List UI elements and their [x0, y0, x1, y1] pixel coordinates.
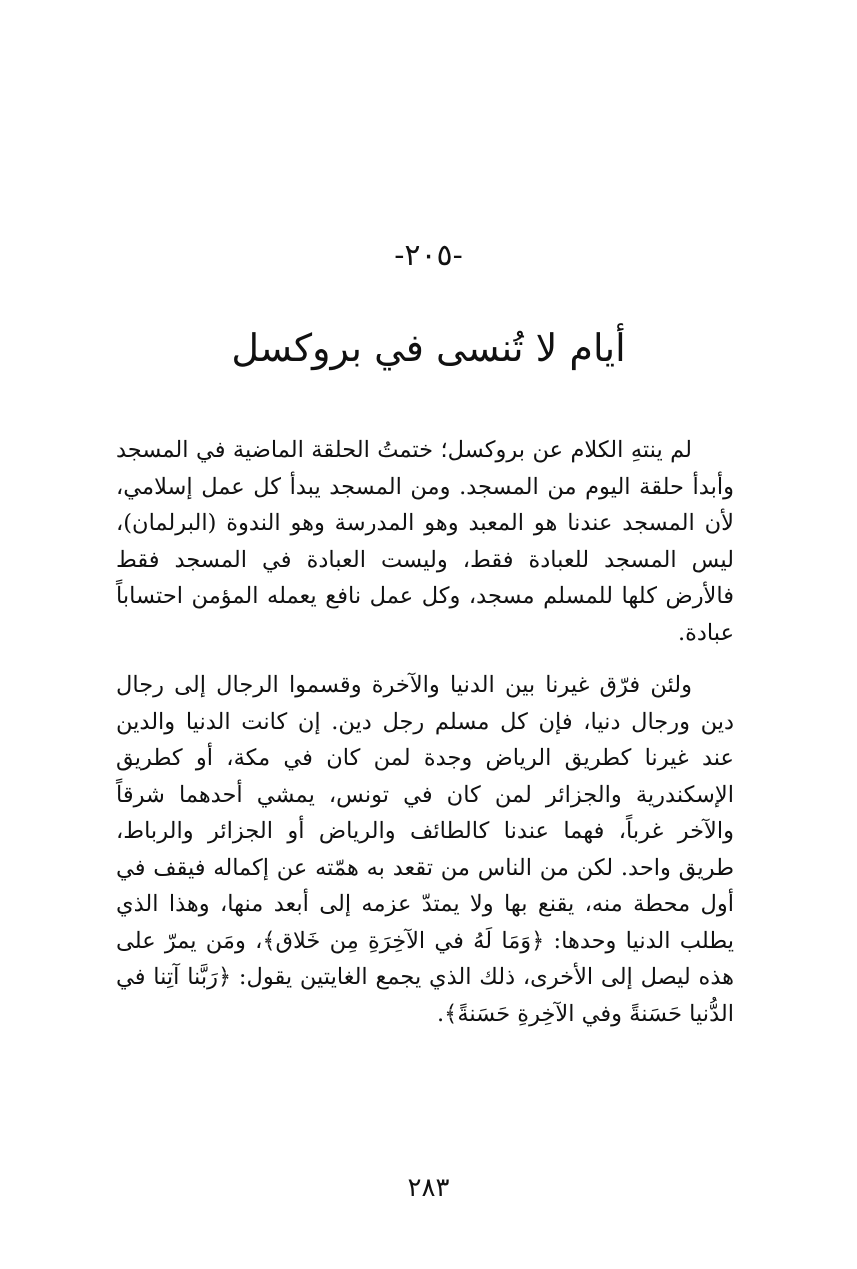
- chapter-number: -٢٠٥-: [394, 238, 463, 273]
- chapter-title: أيام لا تُنسى في بروكسل: [231, 326, 626, 370]
- body-text: [116, 432, 734, 1032]
- paragraph: لم ينتهِ الكلام عن بروكسل؛ ختمتُ الحلقة الماضية في المسجد وأبدأ حلقة اليوم من المسجد. ومن المسجد يبدأ كل عمل إسلامي، لأن المسجد عندنا هو المعبد وهو المدرسة وهو الندوة (البرلمان)، ليس المسجد للعبادة فقط، وليست العبادة في المسجد فقط فالأرض كلها للمسلم مسجد، وكل عمل نافع يعمله المؤمن احتساباً عبادة.: [116, 437, 734, 646]
- paragraph: ولئن فرّق غيرنا بين الدنيا والآخرة وقسموا الرجال إلى رجال دين ورجال دنيا، فإن كل مسلم رجل دين. إن كانت الدنيا والدين عند غيرنا كطريق الرياض وجدة لمن كان في مكة، أو كطريق الإسكندرية والجزائر لمن كان في تونس، يمشي أحدهما شرقاً والآخر غرباً، فهما عندنا كالطائف والرياض أو الجزائر والرباط، طريق واحد. لكن من الناس من تقعد به همّته عن إكماله فيقف في أول محطة منه، يقنع بها ولا يمتدّ عزمه إلى أبعد منها، وهذا الذي يطلب الدنيا وحدها: ﴿وَمَا لَهُ في الآخِرَةِ مِن خَلاق﴾، ومَن يمرّ على هذه ليصل إلى الأخرى، ذلك الذي يجمع الغايتين يقول: ﴿رَبَّنا آتِنا في الدُّنيا حَسَنةً وفي الآخِرةِ حَسَنةً﴾.: [116, 672, 734, 1027]
- page-number: ٢٨٣: [407, 1173, 450, 1203]
